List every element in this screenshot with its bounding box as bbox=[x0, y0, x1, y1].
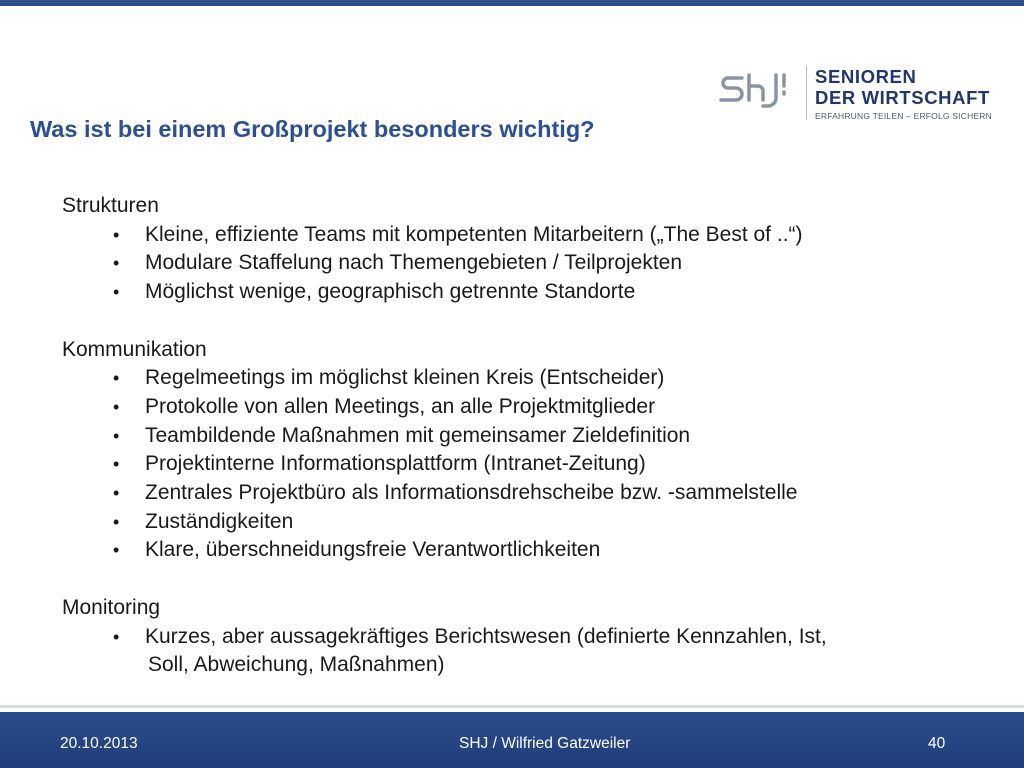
bullet-icon: • bbox=[113, 511, 120, 532]
section-monitoring bbox=[62, 594, 1002, 680]
logo-line1: SENIOREN bbox=[815, 66, 917, 87]
footer-divider bbox=[0, 705, 1024, 708]
section-heading: Strukturen bbox=[62, 194, 159, 217]
bullet-icon: • bbox=[113, 282, 120, 303]
section-strukturen bbox=[62, 192, 1002, 307]
list-item bbox=[62, 479, 1002, 508]
bullet-text: Klare, überschneidungsfreie Verantwortlichkeiten bbox=[145, 538, 601, 562]
bullet-text: Teambildende Maßnahmen mit gemeinsamer Zieldefinition bbox=[145, 423, 691, 447]
logo-line2: DER WIRTSCHAFT bbox=[815, 87, 990, 108]
bullet-text: Zentrales Projektbüro als Informationsdrehscheibe bzw. -sammelstelle bbox=[145, 481, 798, 505]
slide-content bbox=[62, 192, 1002, 680]
bullet-icon: • bbox=[113, 425, 120, 446]
list-item bbox=[62, 364, 1002, 393]
logo bbox=[718, 64, 992, 124]
logo-divider bbox=[806, 66, 807, 120]
bullet-icon: • bbox=[113, 253, 120, 274]
bullet-icon: • bbox=[113, 483, 120, 504]
list-item-continuation bbox=[62, 651, 1002, 680]
bullet-icon: • bbox=[113, 540, 120, 561]
section-heading: Kommunikation bbox=[62, 337, 207, 361]
bullet-text: Protokolle von allen Meetings, an alle Projektmitglieder bbox=[145, 394, 656, 418]
bullet-list bbox=[62, 221, 1002, 307]
shj-logo-icon bbox=[718, 72, 798, 112]
section-heading: Monitoring bbox=[62, 595, 161, 619]
list-item bbox=[62, 536, 1002, 565]
bullet-text: Kurzes, aber aussagekräftiges Berichtswesen (definierte Kennzahlen, Ist, bbox=[145, 624, 827, 648]
bullet-text: Projektinterne Informationsplattform (Intranet-Zeitung) bbox=[145, 452, 646, 476]
top-accent-bar bbox=[0, 0, 1024, 6]
bullet-text: Möglichst wenige, geographisch getrennte Standorte bbox=[145, 280, 636, 304]
bullet-list bbox=[62, 364, 1002, 565]
logo-tagline: ERFAHRUNG TEILEN – ERFOLG SICHERN bbox=[815, 111, 992, 121]
list-item bbox=[62, 221, 1002, 250]
page-number: 40 bbox=[928, 735, 946, 752]
list-item bbox=[62, 278, 1002, 307]
list-item bbox=[62, 393, 1002, 422]
footer-date: 20.10.2013 bbox=[60, 735, 138, 752]
list-item bbox=[62, 623, 1002, 652]
list-item bbox=[62, 249, 1002, 278]
bullet-text: Kleine, effiziente Teams mit kompetenten Mitarbeitern („The Best of ..“) bbox=[145, 222, 803, 246]
logo-text bbox=[815, 66, 992, 122]
list-item bbox=[62, 508, 1002, 537]
bullet-text: Zuständigkeiten bbox=[145, 509, 294, 533]
section-kommunikation bbox=[62, 336, 1002, 566]
footer-author: SHJ / Wilfried Gatzweiler bbox=[459, 735, 631, 752]
list-item bbox=[62, 422, 1002, 451]
bullet-text: Soll, Abweichung, Maßnahmen) bbox=[148, 653, 445, 677]
bullet-text: Modulare Staffelung nach Themengebieten / Teilprojekten bbox=[145, 251, 683, 275]
list-item bbox=[62, 450, 1002, 479]
bullet-icon: • bbox=[113, 454, 120, 475]
bullet-icon: • bbox=[113, 368, 120, 389]
bullet-icon: • bbox=[113, 224, 120, 245]
bullet-icon: • bbox=[113, 626, 120, 647]
slide-title: Was ist bei einem Großprojekt besonders wichtig? bbox=[30, 116, 595, 142]
bullet-list bbox=[62, 623, 1002, 680]
bullet-text: Regelmeetings im möglichst kleinen Kreis (Entscheider) bbox=[145, 366, 665, 390]
bullet-icon: • bbox=[113, 396, 120, 417]
